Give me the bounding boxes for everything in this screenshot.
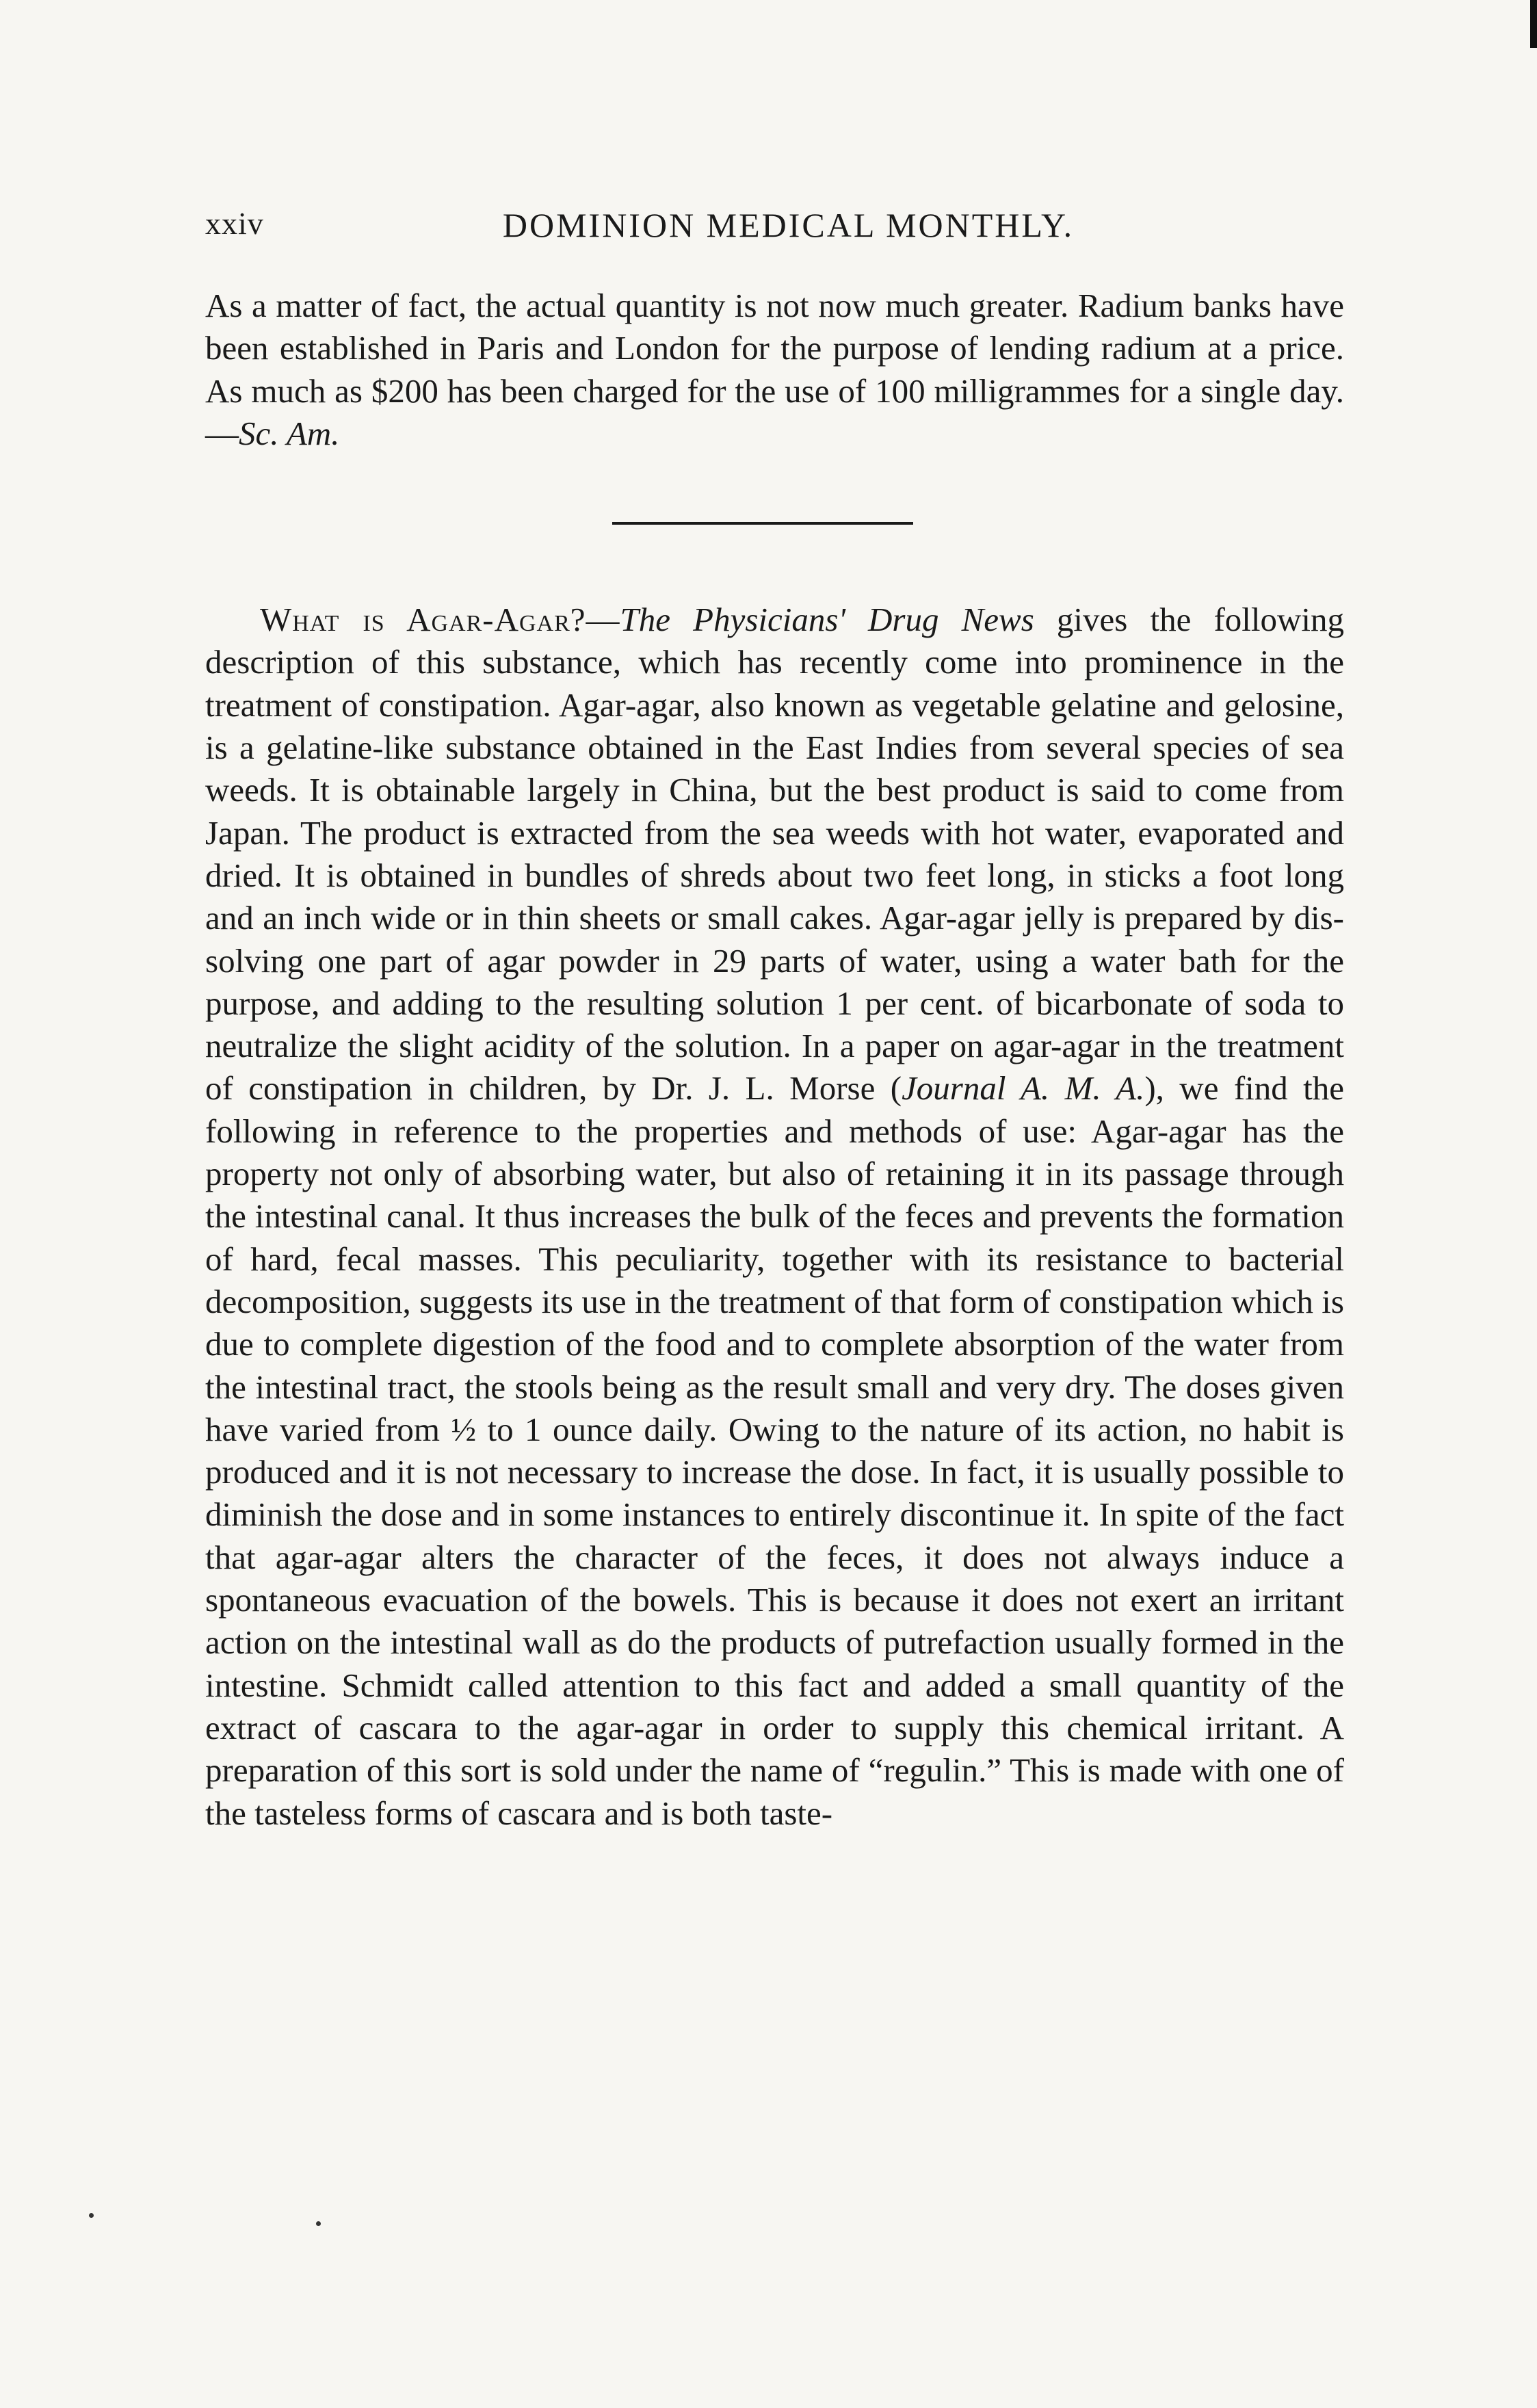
article-title: What is Agar-Agar?— — [260, 601, 620, 639]
journal-title: DOMINION MEDICAL MONTHLY. — [502, 206, 1075, 244]
article-text-part-1: gives the following description of this substance, which has recently come into prominence in the treatment of constipation. Agar-agar, also known as vegetable gelatine and gelosine, is a gelatine-like substance obtained in the East Indies from several species of sea weeds. It is obtainable largely in China, but the best product is said to come from Japan. The product is extracted from the sea weeds with hot water, evaporated and dried. It is obtained in bundles of shreds about two feet long, in sticks a foot long and an inch wide or in thin sheets or small cakes. Agar-agar jelly is prepared by dissolving one part of agar powder in 29 parts of water, using a water bath for the purpose, and adding to the resulting solution 1 per cent. of bicarbonate of soda to neutralize the slight acidity of the solution. In a paper on agar-agar in the treatment of constipation in children, by Dr. J. L. Morse ( — [205, 601, 1344, 1108]
article-source-journal: The Physicians' Drug News — [620, 601, 1034, 639]
intro-text: As a matter of fact, the actual quantity is not now much greater. Radium banks have been established in Paris and London for the purpose of lending radium at a price. As much as $200 has been charged for the use of 100 milligrammes for a single day.— — [205, 287, 1344, 452]
article-paragraph — [205, 599, 1344, 1835]
intro-paragraph — [205, 285, 1344, 455]
page-edge-mark — [1530, 0, 1537, 48]
running-head — [205, 205, 1344, 260]
divider-rule — [612, 522, 913, 525]
page-number: xxiv — [205, 206, 264, 241]
article-cited-journal: Journal A. M. A. — [902, 1069, 1145, 1108]
footer-dot — [89, 2213, 94, 2218]
intro-source: Sc. Am. — [239, 414, 340, 452]
footer-marks — [0, 2206, 1537, 2234]
section-divider — [205, 455, 1344, 599]
article-text-part-2: ), we find the following in reference to the properties and methods of use: Agar-agar has the property not only of absorbing water, but also of retaining it in its passage through the intestinal canal. It thus increases the bulk of the feces and prevents the formation of hard, fecal masses. This peculiarity, together with its resistance to bacterial decomposition, suggests its use in the treatment of that form of constipation which is due to complete digestion of the food and to complete absorption of the water from the intestinal tract, the stools being as the result small and very dry. The doses given have varied from ½ to 1 ounce daily. Owing to the nature of its action, no habit is produced and it is not necessary to increase the dose. In fact, it is usually possible to diminish the dose and in some instances to entirely discontinue it. In spite of the fact that agar-agar alters the character of the feces, it does not always induce a spontaneous evacuation of the bowels. This is because it does not exert an irritant action on the intestinal wall as do the products of putrefaction usually formed in the intestine. Schmidt called attention to this fact and added a small quantity of the extract of cascara to the agar-agar in order to supply this chemical irritant. A preparation of this sort is sold under the name of “regulin.” This is made with one of the tasteless forms of cascara and is both taste- — [205, 1069, 1345, 1832]
document-page — [205, 205, 1344, 1835]
footer-dot — [316, 2221, 321, 2226]
